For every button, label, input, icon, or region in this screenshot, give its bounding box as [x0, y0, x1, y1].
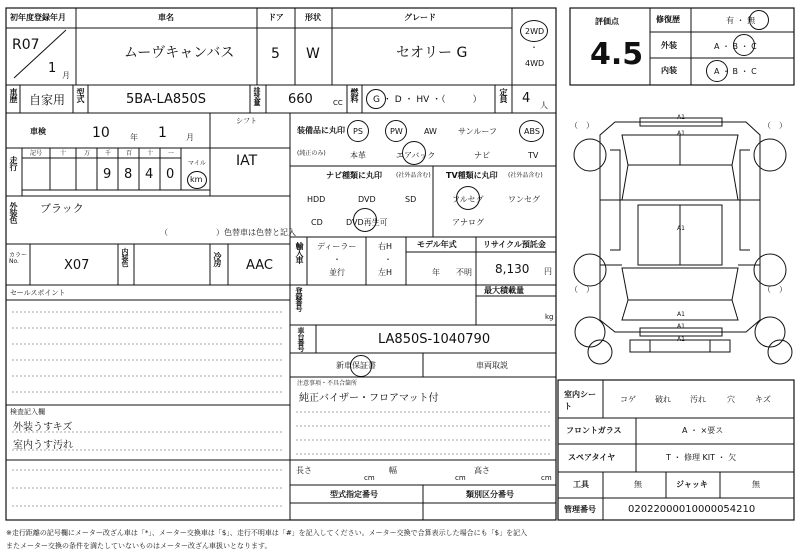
exterior-grade-circle — [733, 34, 755, 56]
height-label: 高さ — [474, 466, 490, 475]
capacity-label: 定員 — [499, 88, 508, 102]
digit-header: 記号 — [30, 150, 43, 157]
import-right-h: 右H — [378, 242, 393, 251]
mileage-label: 走行 — [9, 156, 18, 170]
diagram-label: A1 — [677, 336, 685, 343]
chassis-label: 車台番号 — [297, 327, 305, 351]
recycle-yen: 円 — [544, 267, 552, 276]
seat-item: コゲ — [620, 395, 636, 404]
model-year-label: モデル年式 — [417, 240, 457, 249]
model-value: 5BA-LA850S — [126, 92, 206, 107]
nav-sd: SD — [405, 195, 417, 204]
interior-grade-circle — [706, 60, 728, 82]
equipment-label: 装備品に丸印 — [297, 126, 345, 135]
diagram-paren: （ ） — [570, 285, 594, 294]
tv-fullseg-circle — [456, 186, 480, 210]
mgmt-value: 02022000010000054210 — [628, 504, 756, 515]
color-code-value: X07 — [64, 258, 90, 273]
drive-2wd: 2WD — [525, 27, 545, 36]
car-name-label: 車名 — [158, 13, 174, 22]
exterior-value: ブラック — [40, 202, 84, 215]
exterior-grade-options: A ・ B ・ C — [714, 42, 757, 51]
tools-value: 無 — [634, 480, 642, 489]
digit-header: 万 — [84, 150, 91, 157]
recycle-value: 8,130 — [495, 262, 530, 276]
nav-cd: CD — [311, 218, 323, 227]
tv-oneseg: ワンセグ — [508, 195, 540, 204]
diagram-label: A1 — [677, 323, 685, 330]
height-unit: cm — [541, 474, 552, 482]
mile-label: マイル — [188, 160, 206, 167]
km-circle — [187, 171, 207, 189]
score-value: 4.5 — [590, 37, 644, 72]
type-designation-label: 型式指定番号 — [330, 490, 378, 499]
tv-label: TV種類に丸印 — [446, 171, 498, 180]
max-load-label: 最大積載量 — [484, 286, 524, 295]
fuel-g-circle — [366, 89, 386, 109]
person-unit: 人 — [540, 101, 548, 110]
mileage-digit: 0 — [166, 167, 175, 182]
import-parallel: 並行 — [329, 268, 345, 277]
import-dot: ・ — [333, 255, 341, 264]
inspection-label: 車検 — [30, 127, 46, 136]
interior-color-label: 内装色 — [121, 248, 129, 266]
equip-ps-circle — [347, 120, 369, 142]
digit-header: 十 — [147, 150, 154, 157]
diagram-paren: （ ） — [763, 121, 787, 130]
inspection-month-unit: 月 — [186, 133, 194, 142]
diagram-label: A1 — [677, 311, 685, 318]
reg-month-unit: 月 — [62, 71, 70, 80]
reg-year-value: R07 — [12, 37, 40, 53]
reg-year-label: 初年度登録年月 — [10, 13, 66, 22]
length-label: 長さ — [296, 466, 312, 475]
tv-analog: アナログ — [452, 218, 484, 227]
nav-dvd: DVD — [358, 195, 376, 204]
drive-4wd: 4WD — [525, 59, 545, 68]
score-label: 評価点 — [595, 17, 619, 26]
equip-aw: AW — [424, 127, 437, 136]
length-unit: cm — [364, 474, 375, 482]
footer-line1: ※走行距離の記号欄にメーター改ざん車は「*」、メーター交換車は「$」、走行不明車は「#」を記入してください。メーター交換で合算表示した場合にも「$」を記入 — [6, 529, 528, 537]
equip-pw: PW — [390, 127, 403, 136]
mileage-digit: 4 — [145, 167, 154, 182]
equip-airbag: エアバック — [396, 151, 436, 160]
inspector-label: 検査記入欄 — [10, 408, 45, 416]
fuel-options: G ・ D ・ HV ・（ ） — [373, 95, 482, 105]
inspection-year: 10 — [92, 125, 110, 141]
reg-month-value: 1 — [48, 61, 57, 76]
import-left-h: 左H — [378, 268, 393, 277]
digit-header: 十 — [60, 150, 67, 157]
equip-tv: TV — [528, 151, 539, 160]
digit-header: 一 — [168, 150, 175, 157]
ac-label: 冷房 — [213, 252, 222, 266]
windshield-label: フロントガラス — [566, 426, 622, 435]
exterior-note: （ ）色替車は色替と記入 — [160, 228, 296, 237]
equip-sunroof: サンルーフ — [458, 127, 497, 136]
inspector-line1: 外装うすキズ — [13, 422, 73, 433]
warranty-label: 新車保証書 — [336, 361, 376, 370]
spare-label: スペアタイヤ — [568, 453, 616, 462]
import-dealer: ディーラー — [317, 242, 357, 251]
doors-value: 5 — [271, 46, 280, 62]
model-year-unit: 年 — [432, 268, 440, 277]
displacement-value: 660 — [288, 92, 313, 107]
cc-unit: CC — [333, 99, 343, 107]
diagram-label: A1 — [677, 225, 685, 232]
diagram-paren: （ ） — [570, 121, 594, 130]
repair-label: 修復歴 — [656, 15, 680, 24]
digit-header: 千 — [105, 150, 112, 157]
displacement-label: 排気量 — [253, 87, 261, 105]
model-label: 型式 — [76, 88, 85, 102]
nav-hdd: HDD — [307, 195, 326, 204]
usage-label: 車歴 — [9, 88, 18, 102]
grade-value: セオリー G — [396, 45, 468, 61]
tv-fullseg: フルセグ — [452, 195, 484, 204]
mgmt-label: 管理番号 — [564, 505, 596, 514]
nav-label: ナビ種類に丸印 — [326, 171, 382, 180]
registration-label: 登録番号 — [295, 287, 303, 311]
equip-pw-circle — [385, 120, 407, 142]
windshield-options: A ・ ×要ス — [682, 426, 724, 435]
km-label: km — [190, 175, 203, 184]
usage-value: 自家用 — [29, 93, 66, 107]
sales-point-label: セールスポイント — [10, 289, 66, 297]
tools-label: 工具 — [573, 480, 589, 489]
seat-item: 汚れ — [690, 395, 706, 404]
drive-2wd-circle — [520, 20, 548, 42]
equip-ps: PS — [353, 127, 363, 136]
fuel-label: 燃料 — [350, 88, 359, 102]
digit-header: 百 — [126, 150, 133, 157]
doors-label: ドア — [268, 13, 284, 22]
exterior-label: 外装色 — [9, 202, 18, 223]
repair-none-circle — [749, 10, 769, 30]
grade-label: グレード — [404, 13, 436, 22]
width-unit: cm — [455, 474, 466, 482]
nav-dvd-circle — [353, 208, 377, 232]
jack-value: 無 — [752, 480, 760, 489]
footer-line2: またメーター交換の条件を満たしていないものはメーター改ざん車扱いとなります。 — [6, 542, 272, 550]
mileage-digit: 9 — [103, 167, 112, 182]
body-shape-label: 形状 — [305, 13, 321, 22]
body-shape-value: W — [306, 46, 320, 62]
seat-label: 室内シート — [564, 390, 596, 411]
inspection-year-unit: 年 — [130, 133, 138, 142]
model-year-unknown: 不明 — [456, 268, 472, 277]
width-label: 幅 — [389, 466, 397, 475]
exterior-grade-label: 外装 — [661, 41, 677, 50]
capacity-value: 4 — [522, 91, 531, 106]
shift-value: IAT — [236, 153, 258, 169]
import-dot-2: ・ — [384, 255, 392, 264]
seat-item: キズ — [755, 395, 771, 404]
car-name-value: ムーヴキャンバス — [124, 45, 235, 61]
equip-navi: ナビ — [474, 151, 490, 160]
equip-abs: ABS — [524, 127, 540, 136]
diagram-paren: （ ） — [763, 285, 787, 294]
tv-sub-label: (社外品含む) — [508, 172, 543, 179]
interior-grade-label: 内装 — [661, 66, 677, 75]
shift-label: シフト — [236, 117, 257, 125]
interior-grade-options: A ・ B ・ C — [714, 67, 757, 76]
warranty-circle — [350, 355, 372, 377]
equipment-sub-label: (純正のみ) — [297, 150, 326, 157]
import-label: 輸入車 — [295, 242, 304, 263]
ac-value: AAC — [246, 258, 273, 273]
recycle-label: リサイクル預託金 — [483, 240, 546, 249]
nav-sub-label: (社外品含む) — [396, 172, 431, 179]
mileage-digit: 8 — [124, 167, 133, 182]
inspector-line2: 室内うす汚れ — [13, 440, 73, 451]
seat-item: 穴 — [727, 395, 735, 404]
diagram-label: A1 — [677, 114, 685, 121]
notes-label: 注意事項・不具合箇所 — [297, 380, 358, 387]
drive-dot: ・ — [530, 43, 538, 52]
seat-item: 破れ — [655, 395, 671, 404]
category-label: 類別区分番号 — [466, 490, 514, 499]
diagram-label: A1 — [677, 130, 685, 137]
equip-leather: 本革 — [350, 151, 366, 160]
color-code-label: カラーNo. — [9, 252, 28, 265]
chassis-value: LA850S-1040790 — [378, 332, 491, 347]
nav-dvd-playback: DVD再生可 — [346, 218, 388, 227]
manual-label: 車両取説 — [476, 361, 508, 370]
equip-abs-circle — [519, 120, 544, 142]
jack-label: ジャッキ — [676, 480, 708, 489]
notes-text: 純正バイザー・フロアマット付 — [299, 393, 439, 404]
equip-airbag-circle — [402, 141, 426, 165]
max-load-unit: kg — [545, 313, 554, 321]
repair-options: 有 ・ 無 — [726, 16, 756, 25]
inspection-month: 1 — [158, 125, 167, 141]
spare-options: T ・ 修理 KIT ・ 欠 — [666, 453, 737, 462]
